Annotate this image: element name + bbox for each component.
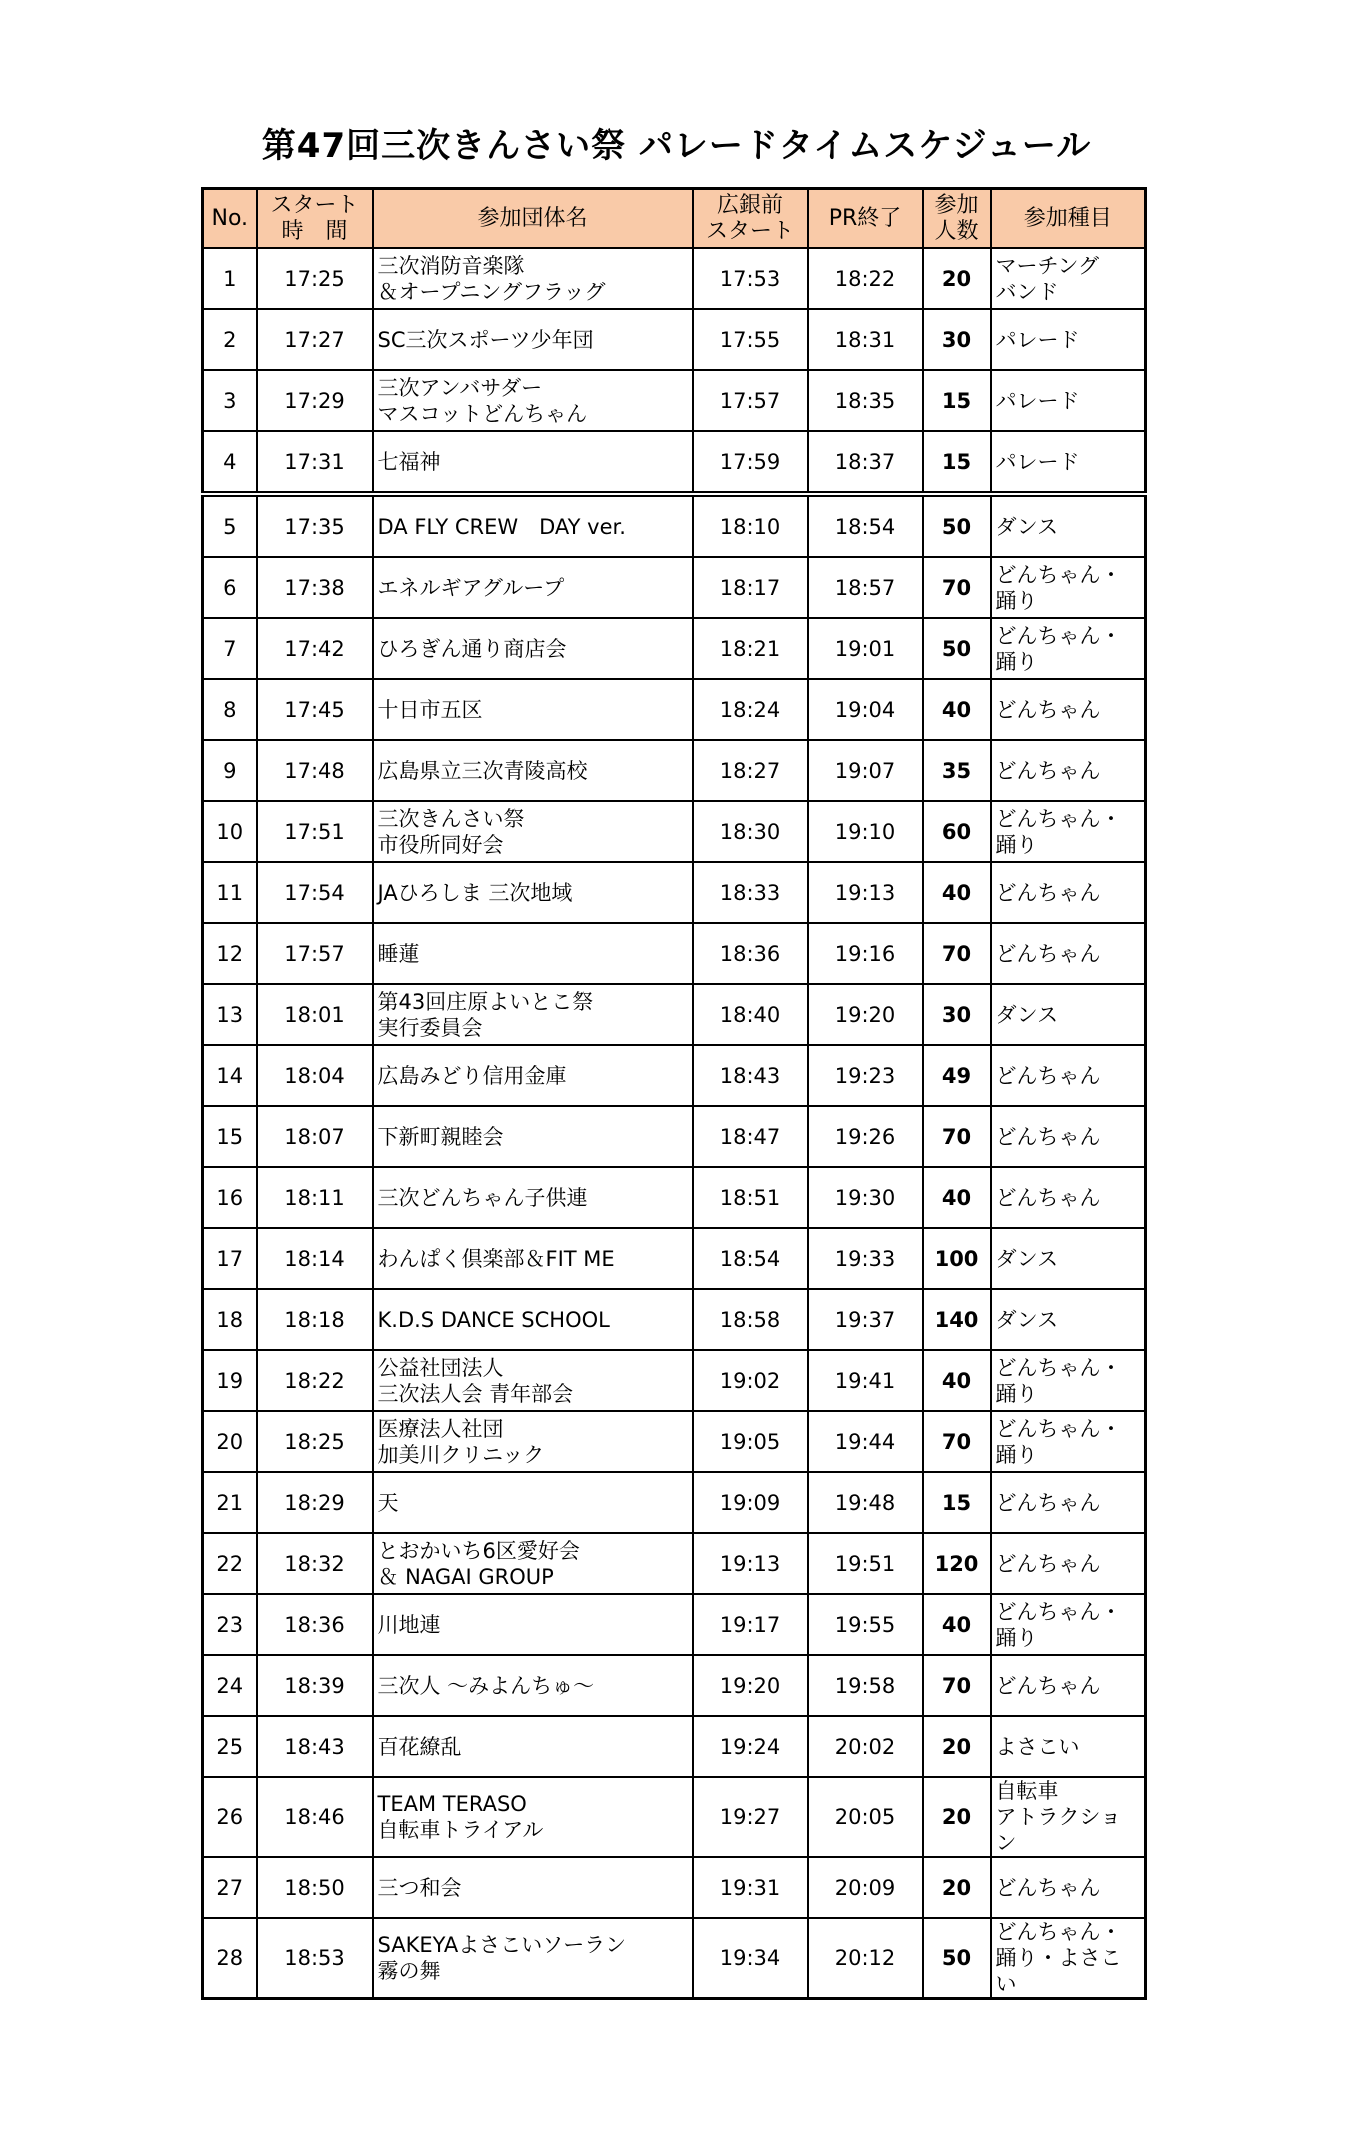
group-name-cell: 三つ和会 [373,1857,693,1918]
participant-count-cell: 50 [923,494,991,557]
pr-start-time-cell: 19:05 [693,1411,808,1472]
group-name-cell: 十日市五区 [373,679,693,740]
pr-start-time-cell: 19:09 [693,1472,808,1533]
category-cell: よさこい [991,1716,1146,1777]
pr-start-time-cell: 19:27 [693,1777,808,1857]
participant-count-cell: 40 [923,862,991,923]
pr-start-time-cell: 19:34 [693,1918,808,1999]
row-number-cell: 4 [203,431,257,494]
table-row [203,1472,1146,1533]
category-cell: どんちゃん・ 踊り [991,618,1146,679]
pr-end-time-cell: 18:37 [808,431,923,494]
start-time-cell: 17:35 [257,494,373,557]
pr-start-time-cell: 18:58 [693,1289,808,1350]
category-cell: どんちゃん [991,740,1146,801]
group-name-cell: TEAM TERASO 自転車トライアル [373,1777,693,1857]
start-time-cell: 17:54 [257,862,373,923]
row-number-cell: 10 [203,801,257,862]
pr-start-time-cell: 17:55 [693,309,808,370]
pr-end-time-cell: 19:01 [808,618,923,679]
row-number-cell: 5 [203,494,257,557]
header-no: No. [203,189,257,249]
pr-end-time-cell: 18:22 [808,248,923,309]
pr-end-time-cell: 20:09 [808,1857,923,1918]
pr-start-time-cell: 18:51 [693,1167,808,1228]
pr-start-time-cell: 18:54 [693,1228,808,1289]
group-name-cell: 三次アンバサダー マスコットどんちゃん [373,370,693,431]
participant-count-cell: 40 [923,1350,991,1411]
row-number-cell: 19 [203,1350,257,1411]
start-time-cell: 17:27 [257,309,373,370]
row-number-cell: 2 [203,309,257,370]
category-cell: どんちゃん・ 踊り [991,1350,1146,1411]
participant-count-cell: 40 [923,1167,991,1228]
category-cell: どんちゃん [991,1472,1146,1533]
group-name-cell: SAKEYAよさこいソーラン 霧の舞 [373,1918,693,1999]
start-time-cell: 18:29 [257,1472,373,1533]
start-time-cell: 18:01 [257,984,373,1045]
table-row [203,1411,1146,1472]
start-time-cell: 18:50 [257,1857,373,1918]
row-number-cell: 11 [203,862,257,923]
category-cell: どんちゃん・ 踊り [991,1411,1146,1472]
start-time-cell: 18:04 [257,1045,373,1106]
table-row [203,1777,1146,1857]
table-row [203,1857,1146,1918]
table-row [203,1350,1146,1411]
category-cell: どんちゃん・ 踊り [991,557,1146,618]
group-name-cell: 百花繚乱 [373,1716,693,1777]
row-number-cell: 1 [203,248,257,309]
participant-count-cell: 70 [923,557,991,618]
pr-end-time-cell: 19:23 [808,1045,923,1106]
participant-count-cell: 20 [923,248,991,309]
header-pr-start: 広銀前 スタート [693,189,808,249]
participant-count-cell: 140 [923,1289,991,1350]
category-cell: パレード [991,431,1146,494]
category-cell: パレード [991,370,1146,431]
start-time-cell: 18:46 [257,1777,373,1857]
pr-start-time-cell: 19:24 [693,1716,808,1777]
start-time-cell: 18:43 [257,1716,373,1777]
row-number-cell: 20 [203,1411,257,1472]
pr-start-time-cell: 18:27 [693,740,808,801]
table-row [203,1045,1146,1106]
pr-start-time-cell: 19:17 [693,1594,808,1655]
start-time-cell: 18:53 [257,1918,373,1999]
pr-start-time-cell: 18:36 [693,923,808,984]
row-number-cell: 27 [203,1857,257,1918]
pr-start-time-cell: 18:47 [693,1106,808,1167]
pr-end-time-cell: 19:20 [808,984,923,1045]
group-name-cell: 川地連 [373,1594,693,1655]
group-name-cell: 三次どんちゃん子供連 [373,1167,693,1228]
pr-end-time-cell: 19:41 [808,1350,923,1411]
table-row [203,679,1146,740]
group-name-cell: 天 [373,1472,693,1533]
pr-start-time-cell: 19:13 [693,1533,808,1594]
schedule-table [201,187,1147,2000]
category-cell: どんちゃん [991,923,1146,984]
group-name-cell: 公益社団法人 三次法人会 青年部会 [373,1350,693,1411]
table-row [203,740,1146,801]
row-number-cell: 13 [203,984,257,1045]
pr-end-time-cell: 18:31 [808,309,923,370]
table-row [203,1918,1146,1999]
pr-end-time-cell: 19:16 [808,923,923,984]
start-time-cell: 17:31 [257,431,373,494]
participant-count-cell: 70 [923,923,991,984]
header-category: 参加種目 [991,189,1146,249]
header-start-time: スタート 時 間 [257,189,373,249]
start-time-cell: 17:29 [257,370,373,431]
participant-count-cell: 50 [923,618,991,679]
row-number-cell: 26 [203,1777,257,1857]
pr-end-time-cell: 19:37 [808,1289,923,1350]
row-number-cell: 16 [203,1167,257,1228]
group-name-cell: 三次消防音楽隊 ＆オープニングフラッグ [373,248,693,309]
participant-count-cell: 15 [923,370,991,431]
participant-count-cell: 40 [923,679,991,740]
pr-start-time-cell: 19:31 [693,1857,808,1918]
pr-end-time-cell: 18:35 [808,370,923,431]
category-cell: 自転車 アトラクション [991,1777,1146,1857]
category-cell: どんちゃん [991,1045,1146,1106]
start-time-cell: 17:42 [257,618,373,679]
pr-start-time-cell: 17:57 [693,370,808,431]
group-name-cell: SC三次スポーツ少年団 [373,309,693,370]
category-cell: ダンス [991,1289,1146,1350]
pr-start-time-cell: 17:53 [693,248,808,309]
pr-end-time-cell: 19:51 [808,1533,923,1594]
table-row [203,1594,1146,1655]
start-time-cell: 18:22 [257,1350,373,1411]
category-cell: どんちゃん [991,862,1146,923]
row-number-cell: 3 [203,370,257,431]
table-row [203,862,1146,923]
participant-count-cell: 60 [923,801,991,862]
start-time-cell: 17:45 [257,679,373,740]
category-cell: マーチング バンド [991,248,1146,309]
row-number-cell: 25 [203,1716,257,1777]
start-time-cell: 18:36 [257,1594,373,1655]
table-row [203,1289,1146,1350]
pr-end-time-cell: 20:02 [808,1716,923,1777]
header-participant-count: 参加 人数 [923,189,991,249]
header-pr-end: PR終了 [808,189,923,249]
start-time-cell: 18:39 [257,1655,373,1716]
row-number-cell: 17 [203,1228,257,1289]
table-row [203,309,1146,370]
table-row [203,1167,1146,1228]
pr-end-time-cell: 18:54 [808,494,923,557]
table-row [203,431,1146,494]
table-header-row [203,189,1146,249]
group-name-cell: JAひろしま 三次地域 [373,862,693,923]
category-cell: ダンス [991,494,1146,557]
pr-end-time-cell: 20:12 [808,1918,923,1999]
group-name-cell: 七福神 [373,431,693,494]
participant-count-cell: 100 [923,1228,991,1289]
table-row [203,557,1146,618]
group-name-cell: K.D.S DANCE SCHOOL [373,1289,693,1350]
category-cell: どんちゃん・ 踊り [991,801,1146,862]
participant-count-cell: 50 [923,1918,991,1999]
participant-count-cell: 15 [923,431,991,494]
pr-end-time-cell: 19:07 [808,740,923,801]
row-number-cell: 21 [203,1472,257,1533]
pr-end-time-cell: 19:55 [808,1594,923,1655]
participant-count-cell: 70 [923,1655,991,1716]
group-name-cell: とおかいち6区愛好会 ＆ NAGAI GROUP [373,1533,693,1594]
start-time-cell: 18:11 [257,1167,373,1228]
table-row [203,248,1146,309]
start-time-cell: 17:25 [257,248,373,309]
page-title: 第47回三次きんさい祭 パレードタイムスケジュール [261,126,1092,166]
participant-count-cell: 20 [923,1857,991,1918]
table-row [203,494,1146,557]
pr-end-time-cell: 19:44 [808,1411,923,1472]
pr-end-time-cell: 20:05 [808,1777,923,1857]
group-name-cell: 第43回庄原よいとこ祭 実行委員会 [373,984,693,1045]
participant-count-cell: 35 [923,740,991,801]
pr-end-time-cell: 19:30 [808,1167,923,1228]
participant-count-cell: 70 [923,1411,991,1472]
participant-count-cell: 70 [923,1106,991,1167]
participant-count-cell: 49 [923,1045,991,1106]
start-time-cell: 17:38 [257,557,373,618]
start-time-cell: 18:25 [257,1411,373,1472]
group-name-cell: 下新町親睦会 [373,1106,693,1167]
table-row [203,370,1146,431]
group-name-cell: 広島県立三次青陵高校 [373,740,693,801]
row-number-cell: 9 [203,740,257,801]
category-cell: どんちゃん [991,1106,1146,1167]
group-name-cell: 三次きんさい祭 市役所同好会 [373,801,693,862]
category-cell: どんちゃん [991,1167,1146,1228]
category-cell: どんちゃん [991,1655,1146,1716]
row-number-cell: 23 [203,1594,257,1655]
pr-start-time-cell: 17:59 [693,431,808,494]
table-row [203,1655,1146,1716]
group-name-cell: 広島みどり信用金庫 [373,1045,693,1106]
table-row [203,1228,1146,1289]
participant-count-cell: 120 [923,1533,991,1594]
row-number-cell: 12 [203,923,257,984]
row-number-cell: 14 [203,1045,257,1106]
table-row [203,1716,1146,1777]
category-cell: どんちゃん [991,1857,1146,1918]
pr-end-time-cell: 19:10 [808,801,923,862]
table-row [203,801,1146,862]
participant-count-cell: 30 [923,984,991,1045]
participant-count-cell: 20 [923,1716,991,1777]
participant-count-cell: 30 [923,309,991,370]
pr-start-time-cell: 18:40 [693,984,808,1045]
header-group-name: 参加団体名 [373,189,693,249]
group-name-cell: 睡蓮 [373,923,693,984]
pr-end-time-cell: 19:48 [808,1472,923,1533]
pr-end-time-cell: 19:58 [808,1655,923,1716]
pr-start-time-cell: 18:24 [693,679,808,740]
start-time-cell: 17:57 [257,923,373,984]
start-time-cell: 17:51 [257,801,373,862]
pr-end-time-cell: 19:26 [808,1106,923,1167]
group-name-cell: エネルギアグループ [373,557,693,618]
start-time-cell: 17:48 [257,740,373,801]
pr-end-time-cell: 19:13 [808,862,923,923]
start-time-cell: 18:32 [257,1533,373,1594]
start-time-cell: 18:18 [257,1289,373,1350]
category-cell: パレード [991,309,1146,370]
pr-start-time-cell: 18:10 [693,494,808,557]
table-row [203,618,1146,679]
pr-end-time-cell: 18:57 [808,557,923,618]
row-number-cell: 24 [203,1655,257,1716]
table-row [203,984,1146,1045]
category-cell: どんちゃん・ 踊り・よさこい [991,1918,1146,1999]
category-cell: どんちゃん [991,679,1146,740]
pr-start-time-cell: 19:02 [693,1350,808,1411]
participant-count-cell: 40 [923,1594,991,1655]
category-cell: どんちゃん・ 踊り [991,1594,1146,1655]
table-row [203,1106,1146,1167]
start-time-cell: 18:14 [257,1228,373,1289]
pr-start-time-cell: 19:20 [693,1655,808,1716]
table-row [203,1533,1146,1594]
row-number-cell: 15 [203,1106,257,1167]
pr-start-time-cell: 18:21 [693,618,808,679]
group-name-cell: 三次人 ～みよんちゅ～ [373,1655,693,1716]
row-number-cell: 7 [203,618,257,679]
participant-count-cell: 20 [923,1777,991,1857]
participant-count-cell: 15 [923,1472,991,1533]
row-number-cell: 22 [203,1533,257,1594]
row-number-cell: 6 [203,557,257,618]
category-cell: ダンス [991,984,1146,1045]
group-name-cell: ひろぎん通り商店会 [373,618,693,679]
group-name-cell: DA FLY CREW DAY ver. [373,494,693,557]
category-cell: ダンス [991,1228,1146,1289]
pr-start-time-cell: 18:33 [693,862,808,923]
pr-end-time-cell: 19:33 [808,1228,923,1289]
start-time-cell: 18:07 [257,1106,373,1167]
row-number-cell: 8 [203,679,257,740]
pr-end-time-cell: 19:04 [808,679,923,740]
table-row [203,923,1146,984]
pr-start-time-cell: 18:43 [693,1045,808,1106]
group-name-cell: わんぱく倶楽部＆FIT ME [373,1228,693,1289]
row-number-cell: 18 [203,1289,257,1350]
pr-start-time-cell: 18:17 [693,557,808,618]
category-cell: どんちゃん [991,1533,1146,1594]
group-name-cell: 医療法人社団 加美川クリニック [373,1411,693,1472]
row-number-cell: 28 [203,1918,257,1999]
pr-start-time-cell: 18:30 [693,801,808,862]
